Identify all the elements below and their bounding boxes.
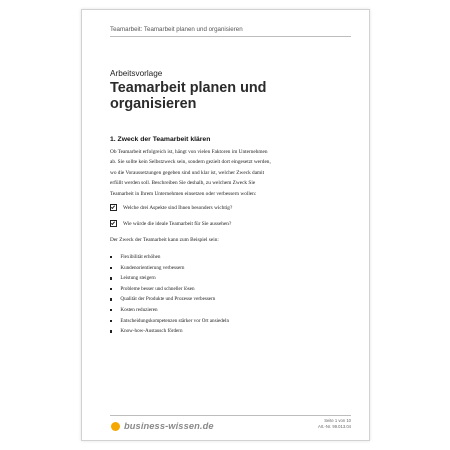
intro-paragraph [110,147,315,199]
list-item [110,284,229,295]
bullet-icon [110,298,112,300]
examples-intro: Der Zweck der Teamarbeit kann zum Beispiel sein: [110,237,219,243]
bullet-icon [110,320,112,322]
list-item-text: Probleme besser und schneller lösen [120,285,195,292]
footer-divider [110,415,351,416]
header-divider [110,36,351,37]
list-item [110,294,229,305]
question-item [110,220,231,227]
bullet-icon [110,309,112,311]
question-item [110,204,232,211]
list-item-text: Leistung steigern [120,275,156,282]
list-item-text: Kosten reduzieren [120,306,158,313]
list-item [110,263,229,274]
page-number: Seite 1 von 10 [324,418,351,423]
list-item [110,305,229,316]
section-heading: 1. Zweck der Teamarbeit klären [110,136,211,143]
list-item-text: Kundenorientierung verbessern [120,264,185,271]
question-text: Welche drei Aspekte sind Ihnen besonders wichtig? [123,204,233,211]
running-header: Teamarbeit: Teamarbeit planen und organisieren [110,26,243,33]
list-item [110,316,229,327]
list-item [110,252,229,263]
document-kicker: Arbeitsvorlage [110,69,163,78]
intro-line: ab. Sie sollte kein Selbstzweck sein, sondern gezielt dort eingesetzt werden, [110,159,271,166]
brand-dot-icon [111,422,120,431]
bullet-icon [110,256,112,258]
checkbox-icon [110,220,117,227]
bullet-icon [110,288,112,290]
brand-logo [111,421,214,431]
example-list [110,252,229,337]
list-item-text: Qualität der Produkte und Prozesse verbessern [120,296,216,303]
bullet-icon [110,330,112,332]
checkbox-icon [110,204,117,211]
brand-name: business-wissen.de [124,421,214,431]
bullet-icon [110,267,112,269]
document-title: Teamarbeit planen und organisieren [110,80,267,112]
intro-line: Teamarbeit in Ihrem Unternehmen einsetzen oder verbessern wollen: [110,190,257,197]
article-number: Art.-Nr. 99.013.04 [317,424,351,429]
bullet-icon [110,277,112,279]
question-text: Wie würde die ideale Teamarbeit für Sie aussehen? [123,220,232,227]
list-item-text: Know-how-Austausch fördern [120,328,183,335]
list-item-text: Entscheidungskompetenzen stärker vor Ort ansiedeln [120,317,230,324]
page-meta [318,418,351,430]
list-item [110,273,229,284]
intro-line: erfüllt werden soll. Beschreiben Sie deshalb, zu welchem Zweck Sie [110,180,256,187]
document-page [81,9,370,441]
list-item [110,326,229,337]
intro-line: Ob Teamarbeit erfolgreich ist, hängt von vielen Faktoren im Unternehmen [110,149,268,155]
list-item-text: Flexibilität erhöhen [120,254,161,260]
intro-line: wo die Voraussetzungen gegeben sind und klar ist, welcher Zweck damit [110,169,265,176]
